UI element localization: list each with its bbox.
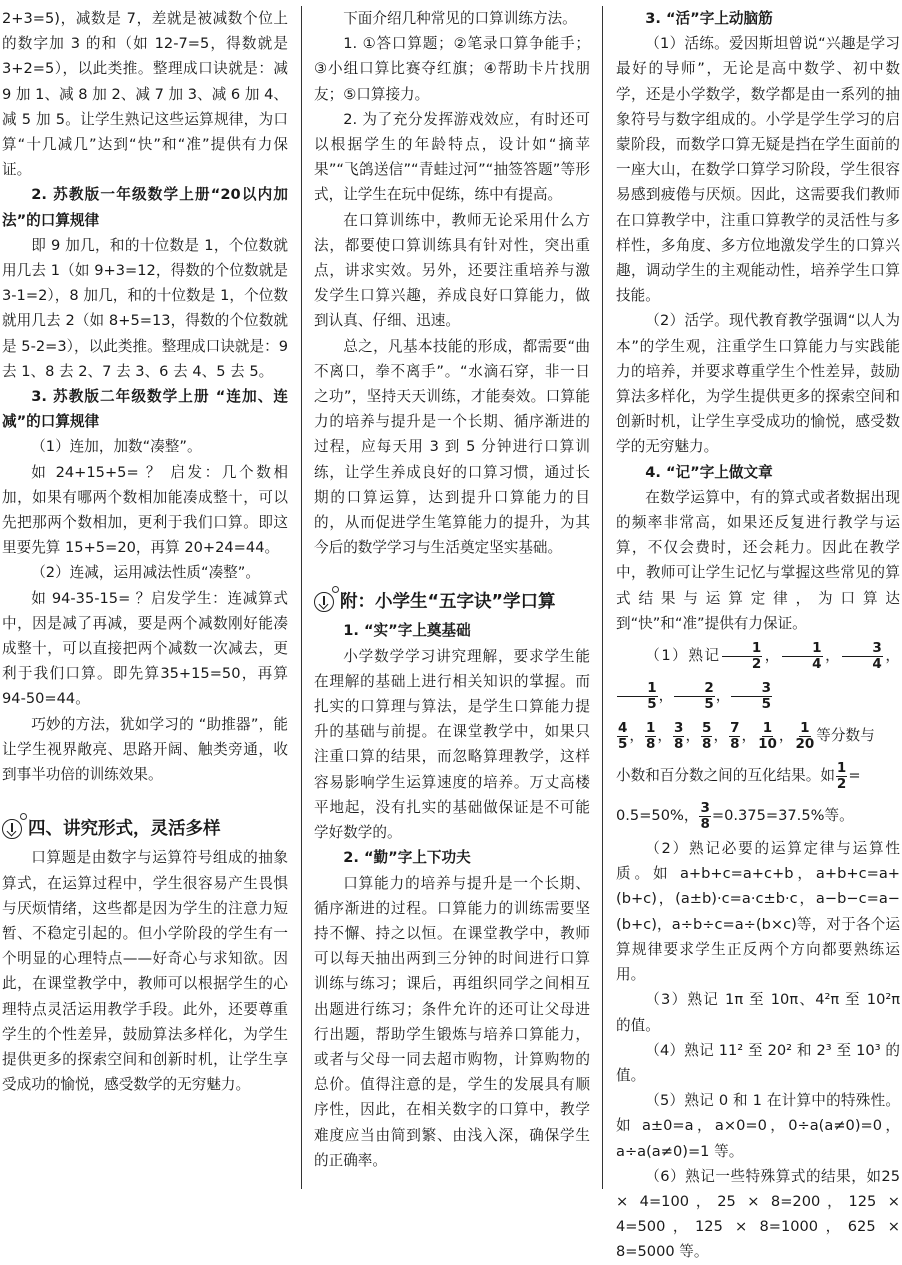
numerator: 3 (700, 799, 710, 816)
fraction (794, 721, 815, 752)
paragraph: 如 94-35-15= ？启发学生：连减算式中，因是减了再减，要是两个减数刚好能凑成整十，可以直接把两个减数一次减去，更利于我们口算。即先算35+15=50，再算 94-50=44。 (2, 589, 288, 708)
fraction (617, 721, 628, 752)
numerator: 2 (674, 681, 715, 697)
paragraph: 口算能力的培养与提升是一个长期、循序渐进的过程。口算能力的训练需要坚持不懈、持之以恒。在课堂教学中，教师可以每天抽出两到三分钟的时间进行口算训练与练习；课后，再组织同学之间相互出题进行练习；条件允许的还可让父母进行出题，帮助学生锻炼与培养口算能力，或者与父母一同去超市购物，计算购物的总价。值得注意的是，学生的发展具有顺序性，因此，在相关数字的口算中，教学难度应当由简到繁、由浅入深，确保学生的正确率。 (314, 874, 590, 1169)
denominator: 8 (700, 815, 710, 832)
fraction (842, 641, 883, 672)
download-arrow-icon (314, 592, 334, 612)
paragraph: 即 9 加几，和的十位数是 1，个位数就用几去 1（如 9+3=12，得数的个位数就是 3-1=2），8 加几，和的十位数是 1，个位数就用几去 2（如 8+5=13，得数的个位数就是 5-2=3），以此类推。整理成口诀就是：9 去 1、8 去 2、7 去 3、6 去 4、5 去 5。 (2, 236, 288, 380)
denominator: 5 (618, 735, 628, 752)
paragraph: 口算题是由数字与运算符号组成的抽象算式，在运算过程中，学生很容易产生畏惧与厌烦情绪，这些都是因为学生的注意力短暂、不稳定引起的。但小学阶段的学生有一个明显的心理特点——好奇心与求知欲。因此，在课堂教学中，教师可以根据学生的心理特点灵活运用教学手段。此外，还要尊重学生的个性差异，鼓励算法多样化，为学生提供更多的探索空间和创新时机，让学生享受成功的愉悦，感受数学的无穷魅力。 (2, 849, 288, 1094)
equals-sign: = (848, 767, 861, 785)
paragraph: （1）连加，加数“凑整”。 (31, 438, 202, 456)
fraction (731, 681, 772, 712)
fraction-list (616, 719, 816, 752)
paragraph: 巧妙的方法，犹如学习的 “助推器”，能让学生视界敞亮、思路开阔、触类旁通，收到事半功倍的训练效果。 (2, 715, 288, 784)
fraction (782, 641, 823, 672)
paragraph: 小学数学学习讲究理解，要求学生能在理解的基础上进行相关知识的掌握。而扎实的口算理与算法，是学生口算能力提升的基础与前提。在课堂教学中，如果只注重口算的结果，而忽略算理教学，这样容易影响学生运算速度的培养。万丈高楼平地起，没有扎实的基础做保证是不可能学好数学的。 (314, 647, 590, 842)
section-title: 四、讲究形式，灵活多样 (28, 819, 221, 840)
separator: ， (658, 687, 674, 705)
denominator: 20 (795, 735, 815, 752)
column-divider (602, 6, 603, 1189)
paragraph: 如 24+15+5= ？ 启发：几个数相加，如果有哪两个数相加能凑成整十，可以先把那两个数相加，更利于我们口算。即这里要先算 15+5=20，再算 20+24=44。 (2, 463, 288, 557)
paragraph-text: 等分数与 (816, 727, 875, 745)
column-divider (301, 6, 302, 1189)
numerator: 1 (722, 641, 763, 657)
subheading: 2. “勤”字上下功夫 (343, 849, 471, 867)
paragraph: 总之，凡基本技能的形成，都需要“曲不离口，拳不离手”。“水滴石穿，非一日之功”，坚持天天训练，才能奏效。口算能力的培养与提升是一个长期、循序渐进的过程，应每天用 3 到 5 分钟进行口算训练，让学生养成良好的口算习惯，通过长期的口算运算，达到提升口算能力的目的，从而促进学生笔算能力的提升，为其今后的数学学习与生活奠定坚实基础。 (314, 337, 590, 557)
denominator: 2 (836, 775, 847, 792)
separator: ， (629, 727, 645, 745)
fraction (722, 641, 763, 672)
fraction (645, 721, 656, 752)
separator: ， (713, 727, 729, 745)
subheading: 1. “实”字上奠基础 (343, 622, 471, 640)
separator: ， (823, 647, 842, 665)
paragraph-text: 0.5=50%， (616, 807, 699, 825)
separator: ， (685, 727, 701, 745)
denominator: 5 (761, 695, 771, 712)
numerator: 1 (836, 759, 847, 776)
denominator: 4 (872, 655, 882, 672)
paragraph: 在数学运算中，有的算式或者数据出现的频率非常高，如果还反复进行教学与运算，不仅会费时，还会耗力。因此在教学中，教师可让学生记忆与掌握这些常见的算式结果与运算定律，为口算达到“快”和“准”提供有力保证。 (616, 488, 900, 632)
numerator: 1 (646, 719, 656, 736)
column-right (608, 0, 902, 1261)
fraction-line (616, 796, 900, 836)
column-left (0, 0, 294, 1203)
paragraph: （2）活学。现代教育教学强调“以人为本”的学生观，注重学生口算能力与实践能力的培养，并要求尊重学生个性差异，鼓励算法多样化，为学生提供更多的探索空间和创新时机，让学生享受成功的愉悦，感受数学的无穷魅力。 (616, 312, 900, 456)
paragraph: 2+3=5)，减数是 7，差就是被减数个位上的数字加 3 的和（如 12-7=5，得数就是 3+2=5），以此类推。整理成口诀就是：减 9 加 1、减 8 加 2、减 7 加 3、减 6 加 4、减 5 加 5。让学生熟记这些运算规律，为口算“十几减几”达到“快”和“准”提供有力保证。 (2, 10, 288, 179)
section-heading (2, 815, 288, 843)
separator: ， (763, 647, 781, 665)
separator: ， (883, 647, 900, 665)
fraction (699, 801, 710, 832)
numerator: 3 (842, 641, 883, 657)
fraction-line (616, 636, 900, 716)
subheading: 2. 苏教版一年级数学上册“20以内加法”的口算规律 (2, 186, 288, 229)
denominator: 8 (674, 735, 684, 752)
numerator: 5 (702, 719, 712, 736)
separator: ， (657, 727, 673, 745)
separator: ， (715, 687, 731, 705)
fraction (757, 721, 778, 752)
paragraph-lead: （1）熟记 (645, 647, 721, 665)
numerator: 3 (674, 719, 684, 736)
paragraph: （5）熟记 0 和 1 在计算中的特殊性。如 a±0=a，a×0=0，0÷a(a≠0)=0，a÷a(a≠0)=1 等。 (616, 1092, 900, 1160)
denominator: 4 (812, 655, 822, 672)
subheading: 3. 苏教版二年级数学上册 “连加、连减”的口算规律 (2, 388, 288, 431)
column-middle (306, 0, 596, 1203)
paragraph: （2）连减，运用减法性质“凑整”。 (31, 564, 260, 582)
fraction (729, 721, 740, 752)
subheading: 4. “记”字上做文章 (645, 463, 773, 481)
separator: ， (741, 727, 757, 745)
numerator: 1 (800, 719, 810, 736)
numerator: 1 (762, 719, 773, 736)
paragraph: （6）熟记一些特殊算式的结果，如25 × 4=100，25 × 8=200，125 × 4=500，125 × 8=1000，625 × 8=5000 等。 (616, 1167, 900, 1261)
paragraph: 2. 为了充分发挥游戏效应，有时还可以根据学生的年龄特点，设计如“摘苹果”“飞鸽送信”“青蛙过河”“抽签答题”等形式，让学生在玩中促练，练中有提高。 (314, 110, 590, 204)
paragraph: （4）熟记 11² 至 20² 和 2³ 至 10³ 的值。 (616, 1041, 900, 1084)
paragraph: （3）熟记 1π 至 10π、4²π 至 10²π 的值。 (616, 991, 900, 1034)
denominator: 5 (647, 695, 657, 712)
fraction-line (616, 756, 900, 796)
section-heading (314, 588, 590, 616)
paragraph-text: =0.375=37.5%等。 (711, 807, 854, 825)
denominator: 10 (758, 735, 777, 752)
paragraph: 1. ①答口算题；②笔录口算争能手；③小组口算比赛夺红旗；④帮助卡片找朋友；⑤口算接力。 (314, 35, 590, 103)
download-arrow-icon (2, 819, 22, 839)
paragraph-text: 小数和百分数之间的互化结果。如 (616, 767, 835, 785)
numerator: 7 (730, 719, 740, 736)
fraction (674, 681, 715, 712)
numerator: 4 (618, 719, 628, 736)
paragraph: （1）活练。爱因斯坦曾说“兴趣是学习最好的导师”，无论是高中数学、初中数学，还是小学数学，数学都是由一系列的抽象符号与数字组成的。小学是学生学习的启蒙阶段，而数学口算无疑是挡在学生面前的一座大山，在数学口算学习阶段，学生很容易感到疲倦与厌烦。因此，这需要我们教师在口算教学中，注重口算教学的灵活性与多样性，多角度、多方位地激发学生的口算兴趣，调动学生的主观能动性，培养学生口算技能。 (616, 35, 900, 305)
fraction (701, 721, 712, 752)
paragraph: 在口算训练中，教师无论采用什么方法，都要使口算训练具有针对性，突出重点，讲求实效。另外，还要注重培养与激发学生口算兴趣，养成良好口算能力，做到认真、仔细、迅速。 (314, 211, 590, 330)
fraction (617, 681, 658, 712)
section-title: 附：小学生“五字诀”学口算 (340, 592, 556, 613)
numerator: 1 (782, 641, 823, 657)
paragraph: （2）熟记必要的运算定律与运算性质。如 a+b+c=a+c+b，a+b+c=a+(b+c)，(a±b)·c=a·c±b·c，a−b−c=a−(b+c)，a÷b÷c=a÷(b×c)等，对于各个运算规律要求学生正反两个方向都要熟练运用。 (616, 840, 900, 984)
fraction-line (616, 716, 900, 756)
paragraph: 下面介绍几种常见的口算训练方法。 (343, 10, 577, 27)
fraction (836, 761, 847, 792)
subheading: 3. “活”字上动脑筋 (645, 10, 773, 27)
denominator: 5 (704, 695, 714, 712)
fraction (673, 721, 684, 752)
denominator: 8 (702, 735, 712, 752)
denominator: 2 (751, 655, 762, 672)
denominator: 8 (646, 735, 656, 752)
separator: ， (778, 727, 794, 745)
denominator: 8 (730, 735, 740, 752)
numerator: 3 (731, 681, 772, 697)
numerator: 1 (617, 681, 658, 697)
